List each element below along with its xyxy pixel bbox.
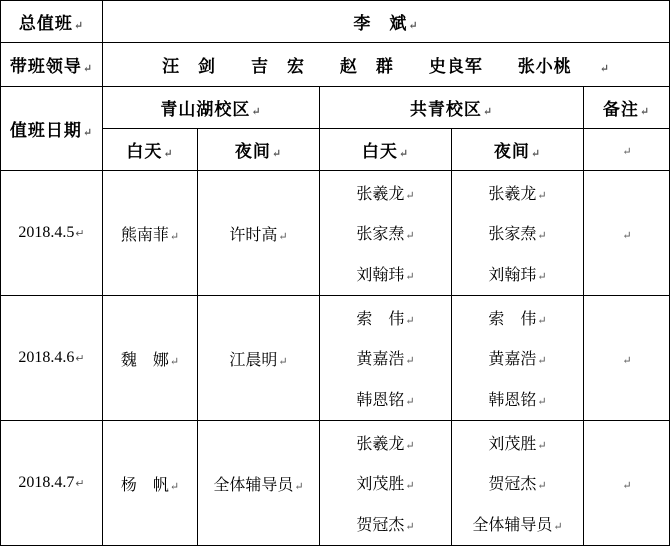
paragraph-mark-icon xyxy=(531,147,541,160)
paragraph-mark-icon xyxy=(553,520,562,533)
duty-person: 张羲龙 xyxy=(356,433,405,453)
gq-night-cell xyxy=(452,296,584,421)
duty-person: 刘翰玮 xyxy=(356,265,405,285)
leader-name: 史良军 xyxy=(428,57,483,77)
duty-person: 张家焘 xyxy=(356,224,405,244)
paragraph-mark-icon xyxy=(83,62,93,75)
gq-day-header xyxy=(320,129,452,171)
paragraph-mark-icon xyxy=(408,19,418,32)
paragraph-mark-icon xyxy=(483,105,493,118)
leader-name: 赵 群 xyxy=(339,57,394,77)
duty-person: 索 伟 xyxy=(488,308,537,328)
paragraph-mark-icon xyxy=(622,354,631,367)
duty-person: 韩恩铭 xyxy=(356,390,405,410)
paragraph-mark-icon xyxy=(272,147,282,160)
duty-person: 全体辅导员 xyxy=(213,474,294,494)
duty-person: 张羲龙 xyxy=(356,183,405,203)
paragraph-mark-icon xyxy=(251,105,261,118)
duty-person: 刘茂胜 xyxy=(488,433,537,453)
paragraph-mark-icon xyxy=(537,439,546,452)
campus-gongqing-label: 共青校区 xyxy=(409,100,482,120)
day-label: 白天 xyxy=(126,142,163,162)
paragraph-mark-icon xyxy=(405,270,414,283)
paragraph-mark-icon xyxy=(600,62,610,75)
campus-qingshanhu-label: 青山湖校区 xyxy=(160,100,251,120)
paragraph-mark-icon xyxy=(405,189,414,202)
duty-person: 刘翰玮 xyxy=(488,265,537,285)
duty-person: 黄嘉浩 xyxy=(356,349,405,369)
paragraph-mark-icon xyxy=(622,229,631,242)
duty-person: 许时高 xyxy=(229,224,278,244)
paragraph-mark-icon xyxy=(83,126,93,139)
chief-name-cell xyxy=(103,1,670,43)
gq-day-cell xyxy=(320,171,452,296)
paragraph-mark-icon xyxy=(622,145,631,158)
qsh-night-header xyxy=(198,129,320,171)
gq-night-header xyxy=(452,129,584,171)
chief-label: 总值班 xyxy=(18,14,73,34)
paragraph-mark-icon xyxy=(74,19,84,32)
table-row xyxy=(1,421,670,546)
chief-row xyxy=(1,1,670,43)
remark-cell xyxy=(584,296,670,421)
duty-date: 2018.4.5 xyxy=(18,224,75,241)
duty-person: 江晨明 xyxy=(229,349,278,369)
duty-person: 全体辅导员 xyxy=(472,515,553,535)
paragraph-mark-icon xyxy=(75,478,84,490)
paragraph-mark-icon xyxy=(537,189,546,202)
paragraph-mark-icon xyxy=(399,147,409,160)
paragraph-mark-icon xyxy=(75,228,84,240)
qsh-day-cell xyxy=(103,296,198,421)
paragraph-mark-icon xyxy=(640,105,650,118)
duty-date: 2018.4.6 xyxy=(18,349,75,366)
paragraph-mark-icon xyxy=(537,395,546,408)
paragraph-mark-icon xyxy=(537,354,546,367)
paragraph-mark-icon xyxy=(170,355,179,368)
leader-name: 张小桃 xyxy=(517,57,572,77)
paragraph-mark-icon xyxy=(278,230,287,243)
date-cell xyxy=(1,171,103,296)
duty-person: 黄嘉浩 xyxy=(488,349,537,369)
gq-night-cell xyxy=(452,421,584,546)
paragraph-mark-icon xyxy=(405,479,414,492)
duty-person: 贺冠杰 xyxy=(356,515,405,535)
campus-gongqing-header xyxy=(320,87,584,129)
table-row xyxy=(1,171,670,296)
campus-qingshanhu-header xyxy=(103,87,320,129)
date-label-cell xyxy=(1,87,103,171)
paragraph-mark-icon xyxy=(537,229,546,242)
leaders-row xyxy=(1,43,670,87)
date-cell xyxy=(1,421,103,546)
gq-day-cell xyxy=(320,296,452,421)
chief-label-cell xyxy=(1,1,103,43)
gq-night-cell xyxy=(452,171,584,296)
date-label: 值班日期 xyxy=(9,121,82,141)
leaders-names-cell xyxy=(103,43,670,87)
paragraph-mark-icon xyxy=(405,520,414,533)
paragraph-mark-icon xyxy=(170,480,179,493)
night-label: 夜间 xyxy=(493,142,530,162)
paragraph-mark-icon xyxy=(405,395,414,408)
paragraph-mark-icon xyxy=(537,270,546,283)
remark-cell xyxy=(584,171,670,296)
campus-header-row xyxy=(1,87,670,129)
qsh-night-cell xyxy=(198,296,320,421)
duty-person: 杨 帆 xyxy=(120,474,169,494)
night-label: 夜间 xyxy=(234,142,271,162)
duty-person: 索 伟 xyxy=(356,308,405,328)
qsh-day-cell xyxy=(103,421,198,546)
chief-name: 李 斌 xyxy=(353,14,408,34)
remark-cell xyxy=(584,421,670,546)
paragraph-mark-icon xyxy=(537,479,546,492)
duty-person: 刘茂胜 xyxy=(356,474,405,494)
duty-person: 张羲龙 xyxy=(488,183,537,203)
qsh-night-cell xyxy=(198,171,320,296)
paragraph-mark-icon xyxy=(405,354,414,367)
remarks-label: 备注 xyxy=(602,100,639,120)
paragraph-mark-icon xyxy=(405,229,414,242)
paragraph-mark-icon xyxy=(294,480,303,493)
duty-person: 韩恩铭 xyxy=(488,390,537,410)
leaders-label-cell xyxy=(1,43,103,87)
paragraph-mark-icon xyxy=(405,439,414,452)
remarks-subheader xyxy=(584,129,670,171)
remarks-header xyxy=(584,87,670,129)
table-row xyxy=(1,296,670,421)
gq-day-cell xyxy=(320,421,452,546)
duty-date: 2018.4.7 xyxy=(18,474,75,491)
paragraph-mark-icon xyxy=(622,479,631,492)
paragraph-mark-icon xyxy=(75,353,84,365)
paragraph-mark-icon xyxy=(163,147,173,160)
duty-person: 贺冠杰 xyxy=(488,474,537,494)
leader-name: 吉 宏 xyxy=(250,57,305,77)
paragraph-mark-icon xyxy=(537,314,546,327)
leader-name: 汪 剑 xyxy=(162,57,217,77)
qsh-night-cell xyxy=(198,421,320,546)
leaders-label: 带班领导 xyxy=(9,57,82,77)
duty-person: 魏 娜 xyxy=(120,349,169,369)
paragraph-mark-icon xyxy=(170,230,179,243)
date-cell xyxy=(1,296,103,421)
qsh-day-header xyxy=(103,129,198,171)
duty-person: 张家焘 xyxy=(488,224,537,244)
paragraph-mark-icon xyxy=(405,314,414,327)
duty-person: 熊南菲 xyxy=(120,224,169,244)
day-label: 白天 xyxy=(361,142,398,162)
qsh-day-cell xyxy=(103,171,198,296)
paragraph-mark-icon xyxy=(278,355,287,368)
